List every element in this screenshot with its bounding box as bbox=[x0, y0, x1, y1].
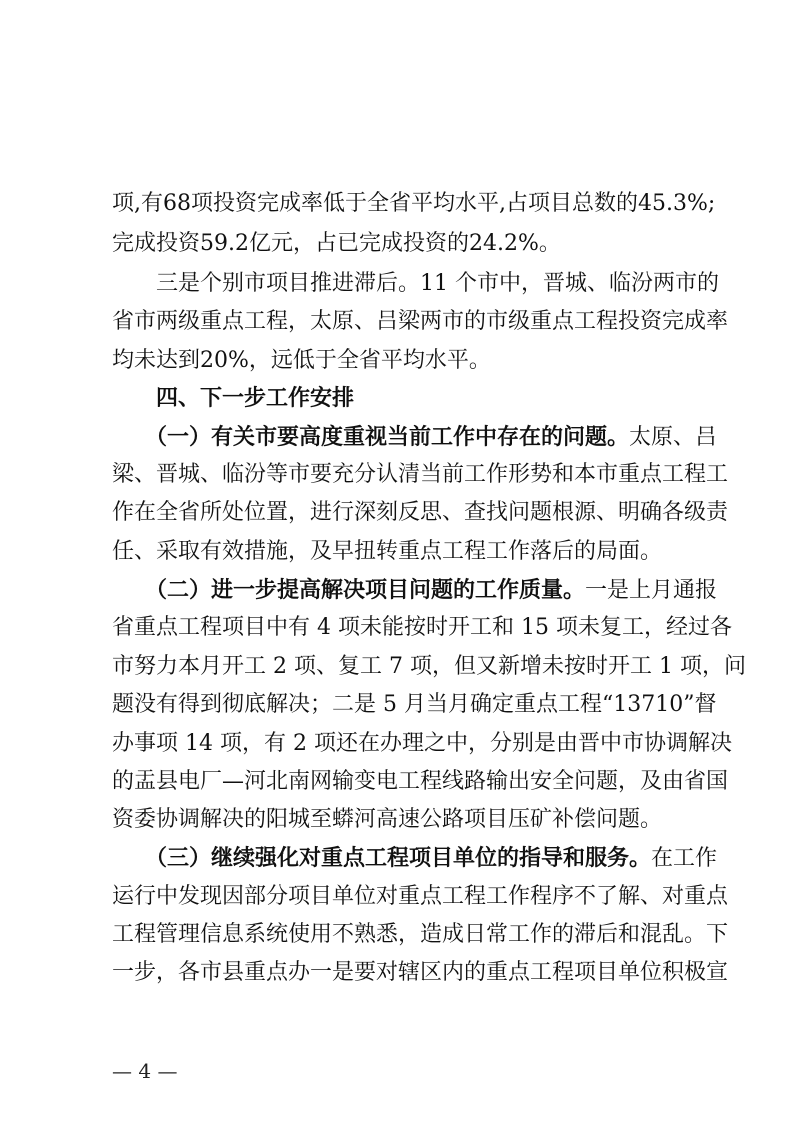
section-heading: 四、下一步工作安排 bbox=[112, 385, 355, 411]
text-line: 梁、晋城、临汾等市要充分认清当前工作形势和本市重点工程工 bbox=[112, 462, 729, 487]
line-remainder: 在工作 bbox=[651, 846, 718, 871]
line-remainder: 一是上月通报 bbox=[585, 578, 718, 603]
text-line: 一步，各市县重点办一是要对辖区内的重点工程项目单位积极宣 bbox=[112, 960, 729, 985]
text-line: 三是个别市项目推进滞后。11 个市中，晋城、临汾两市的 bbox=[112, 271, 719, 296]
text-line: 市努力本月开工 2 项、复工 7 项，但又新增未按时开工 1 项，问 bbox=[112, 654, 746, 679]
bold-lead-phrase: （二）进一步提高解决项目问题的工作质量。 bbox=[112, 577, 586, 603]
text-line: 省重点工程项目中有 4 项未能按时开工和 15 项未复工，经过各 bbox=[112, 615, 732, 640]
text-line: 运行中发现因部分项目单位对重点工程工作程序不了解、对重点 bbox=[112, 884, 729, 909]
text-line: 任、采取有效措施，及早扭转重点工程工作落后的局面。 bbox=[112, 539, 663, 564]
text-line: 资委协调解决的阳城至蟒河高速公路项目压矿补偿问题。 bbox=[112, 807, 663, 832]
text-line: 题没有得到彻底解决；二是 5 月当月确定重点工程“13710”督 bbox=[112, 692, 717, 717]
page-number: — 4 — bbox=[112, 1059, 178, 1083]
text-line: 省市两级重点工程，太原、吕梁两市的市级重点工程投资完成率 bbox=[112, 309, 729, 334]
bold-lead-phrase: （一）有关市要高度重视当前工作中存在的问题。 bbox=[112, 424, 630, 450]
text-line: 完成投资59.2亿元，占已完成投资的24.2%。 bbox=[112, 231, 561, 256]
text-line bbox=[112, 419, 718, 456]
bold-lead-phrase: （三）继续强化对重点工程项目单位的指导和服务。 bbox=[112, 845, 652, 871]
text-line: 工程管理信息系统使用不熟悉，造成日常工作的滞后和混乱。下 bbox=[112, 922, 729, 947]
text-line: 均未达到20%，远低于全省平均水平。 bbox=[112, 348, 491, 373]
text-line: 办事项 14 项，有 2 项还在办理之中，分别是由晋中市协调解决 bbox=[112, 731, 732, 756]
line-remainder: 太原、吕 bbox=[629, 425, 718, 450]
text-line: 的盂县电厂—河北南网输变电工程线路输出安全问题，及由省国 bbox=[112, 769, 729, 794]
text-line bbox=[112, 572, 718, 609]
text-line: 项,有68项投资完成率低于全省平均水平,占项目总数的45.3%; bbox=[112, 191, 716, 216]
text-line bbox=[112, 840, 718, 877]
text-line: 作在全省所处位置，进行深刻反思、查找问题根源、明确各级责 bbox=[112, 500, 729, 525]
